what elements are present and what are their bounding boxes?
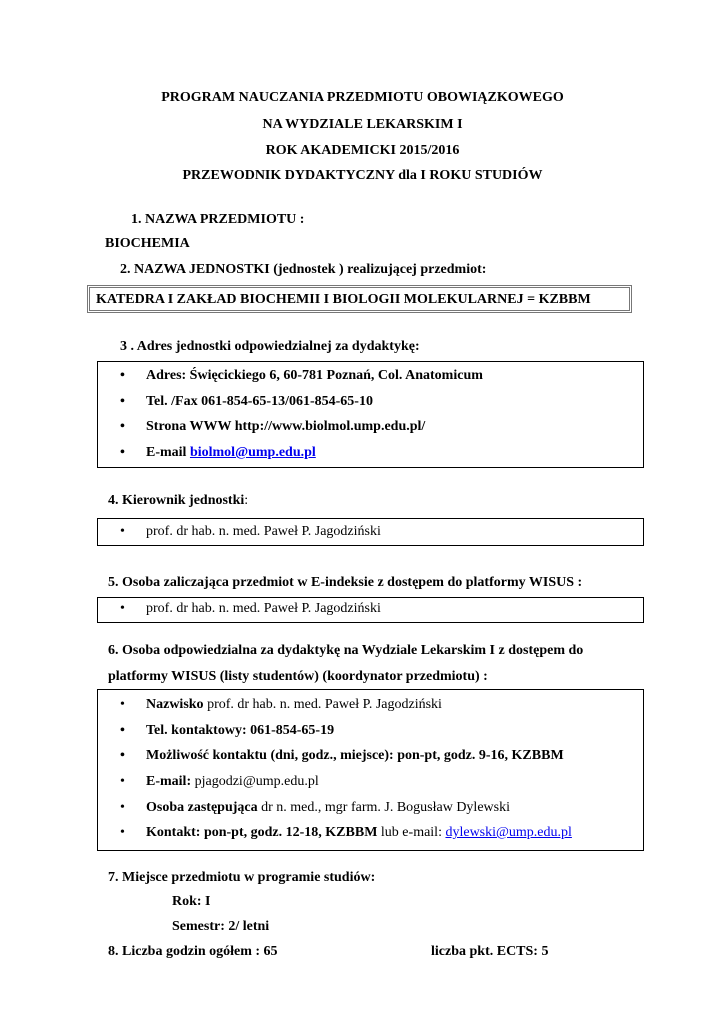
header-line-1: PROGRAM NAUCZANIA PRZEDMIOTU OBOWIĄZKOWEGO: [161, 90, 564, 105]
section3-heading: 3 . Adres jednostki odpowiedzialnej za dydaktykę:: [120, 339, 420, 354]
examiner-name: prof. dr hab. n. med. Paweł P. Jagodziński: [146, 601, 381, 616]
subject-name: BIOCHEMIA: [105, 236, 190, 251]
coordinator-name: prof. dr hab. n. med. Paweł P. Jagodziński: [207, 697, 442, 712]
bullet-icon: •: [120, 524, 125, 539]
section2-heading: 2. NAZWA JEDNOSTKI (jednostek ) realizującej przedmiot:: [120, 262, 487, 277]
deputy-email-link[interactable]: dylewski@ump.edu.pl: [445, 825, 572, 840]
deputy-contact-label: Kontakt: pon-pt, godz. 12-18, KZBBM: [146, 825, 378, 840]
email-label: E-mail:: [146, 774, 192, 789]
bullet-icon: •: [120, 723, 125, 738]
ects-points: liczba pkt. ECTS: 5: [431, 944, 549, 959]
bullet-icon: •: [120, 800, 125, 815]
address-text: Adres: Święcickiego 6, 60-781 Poznań, Col. Anatomicum: [146, 368, 483, 383]
coordinator-box: [97, 689, 644, 851]
section6-heading-line1: 6. Osoba odpowiedzialna za dydaktykę na Wydziale Lekarskim I z dostępem do: [108, 643, 584, 658]
address-box: [97, 361, 644, 468]
unit-name: KATEDRA I ZAKŁAD BIOCHEMII I BIOLOGII MOLEKULARNEJ = KZBBM: [96, 292, 591, 307]
bullet-icon: •: [120, 394, 125, 409]
semester: Semestr: 2/ letni: [172, 919, 270, 934]
contact-hours: Możliwość kontaktu (dni, godz., miejsce): pon-pt, godz. 9-16, KZBBM: [146, 748, 564, 763]
bullet-icon: •: [120, 445, 125, 460]
bullet-icon: •: [120, 825, 125, 840]
website-text: Strona WWW http://www.biolmol.ump.edu.pl/: [146, 419, 426, 434]
examiner-box: [97, 597, 644, 623]
header-line-2: NA WYDZIALE LEKARSKIM I: [262, 117, 463, 132]
coordinator-email-row: [146, 773, 319, 791]
coordinator-name-row: [146, 696, 442, 714]
deputy-contact-row: [146, 824, 572, 842]
bullet-icon: •: [120, 368, 125, 383]
bullet-icon: •: [120, 419, 125, 434]
section5-heading: 5. Osoba zaliczająca przedmiot w E-indeksie z dostępem do platformy WISUS :: [108, 575, 583, 590]
section7-heading: 7. Miejsce przedmiotu w programie studiów:: [108, 870, 376, 885]
unit-name-box: [87, 285, 632, 313]
deputy-label: Osoba zastępująca: [146, 800, 258, 815]
deputy-contact-mid: lub e-mail:: [380, 825, 442, 840]
deputy-row: [146, 799, 510, 817]
email-row: [146, 444, 316, 462]
header-line-4: PRZEWODNIK DYDAKTYCZNY dla I ROKU STUDIÓW: [182, 168, 543, 183]
unit-email-link[interactable]: biolmol@ump.edu.pl: [189, 445, 316, 460]
phone-fax-text: Tel. /Fax 061-854-65-13/061-854-65-10: [146, 394, 373, 409]
deputy-name: dr n. med., mgr farm. J. Bogusław Dylewski: [261, 800, 510, 815]
bullet-icon: •: [120, 601, 125, 616]
bullet-icon: •: [120, 748, 125, 763]
head-of-unit-name: prof. dr hab. n. med. Paweł P. Jagodziński: [146, 524, 381, 539]
section4-heading-row: [108, 492, 248, 510]
section6-heading-line2: platformy WISUS (listy studentów) (koordynator przedmiotu) :: [108, 669, 488, 684]
head-of-unit-box: [97, 518, 644, 546]
bullet-icon: •: [120, 774, 125, 789]
name-label: Nazwisko: [146, 697, 204, 712]
section4-heading: 4. Kierownik jednostki: [108, 493, 245, 508]
study-year: Rok: I: [172, 894, 211, 909]
section4-colon: :: [244, 493, 249, 508]
section1-heading: 1. NAZWA PRZEDMIOTU :: [131, 212, 305, 227]
contact-phone: Tel. kontaktowy: 061-854-65-19: [146, 723, 335, 738]
total-hours: 8. Liczba godzin ogółem : 65: [108, 944, 278, 959]
email-label: E-mail: [146, 445, 187, 460]
bullet-icon: •: [120, 697, 125, 712]
coordinator-email: pjagodzi@ump.edu.pl: [194, 774, 319, 789]
header-line-3: ROK AKADEMICKI 2015/2016: [265, 143, 460, 158]
